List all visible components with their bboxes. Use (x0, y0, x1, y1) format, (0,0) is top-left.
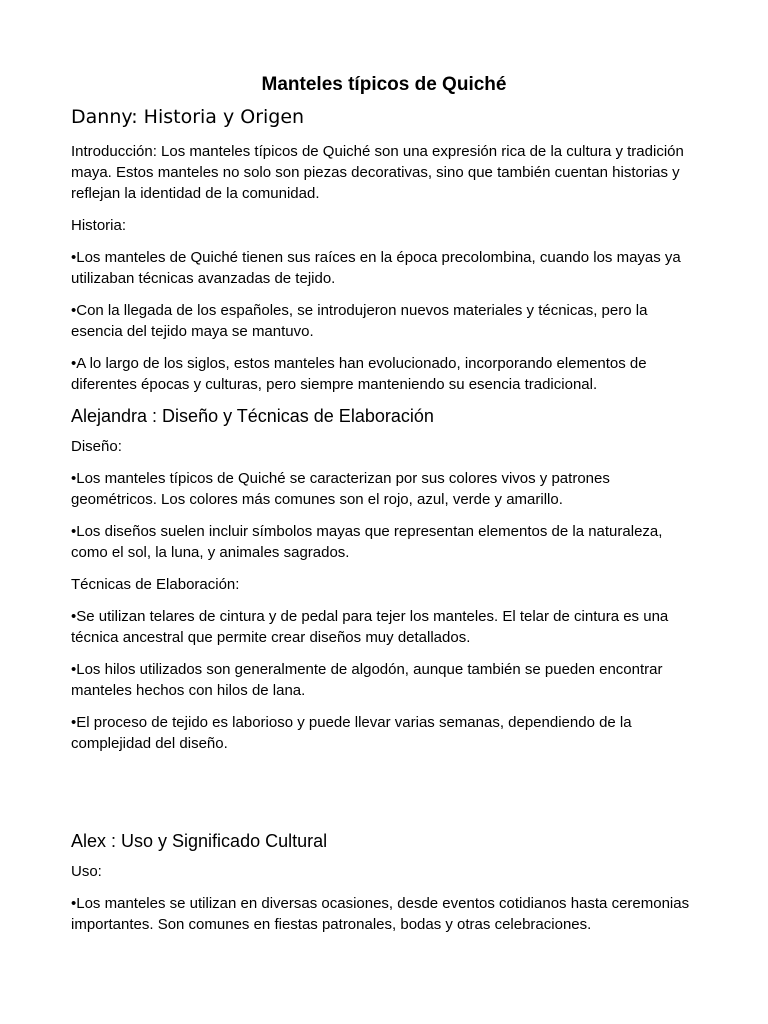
paragraph-introduccion: Introducción: Los manteles típicos de Quiché son una expresión rica de la cultura y tradición maya. Estos manteles no solo son piezas decorativas, sino que también cuentan historias y reflejan la identidad de la comunidad. (71, 143, 684, 202)
paragraph-tecnicas-label: Técnicas de Elaboración: (71, 576, 240, 593)
bullet-paragraph: •El proceso de tejido es laborioso y puede llevar varias semanas, dependiendo de la complejidad del diseño. (71, 714, 632, 752)
section-heading-uso: Alex : Uso y Significado Cultural (71, 831, 328, 851)
bullet-paragraph: •Los hilos utilizados son generalmente de algodón, aunque también se pueden encontrar manteles hechos con hilos de lana. (71, 661, 663, 699)
paragraph-diseno-label: Diseño: (71, 438, 122, 455)
bullet-paragraph: •Con la llegada de los españoles, se introdujeron nuevos materiales y técnicas, pero la esencia del tejido maya se mantuvo. (71, 302, 648, 340)
bullet-paragraph: •Los manteles de Quiché tienen sus raíces en la época precolombina, cuando los mayas ya utilizaban técnicas avanzadas de tejido. (71, 249, 681, 287)
bullet-paragraph: •Los diseños suelen incluir símbolos mayas que representan elementos de la naturaleza, como el sol, la luna, y animales sagrados. (71, 523, 663, 561)
bullet-paragraph: •Los manteles típicos de Quiché se caracterizan por sus colores vivos y patrones geométricos. Los colores más comunes son el rojo, azul, verde y amarillo. (71, 470, 610, 508)
document-title: Manteles típicos de Quiché (261, 74, 507, 95)
paragraph-uso-label: Uso: (71, 863, 102, 880)
document-page (71, 72, 697, 935)
section-heading-diseno: Alejandra : Diseño y Técnicas de Elaboración (71, 406, 434, 426)
bullet-paragraph: •Los manteles se utilizan en diversas ocasiones, desde eventos cotidianos hasta ceremonias importantes. Son comunes en fiestas patronales, bodas y otras celebraciones. (71, 895, 690, 933)
bullet-paragraph: •A lo largo de los siglos, estos manteles han evolucionado, incorporando elementos de diferentes épocas y culturas, pero siempre manteniendo su esencia tradicional. (71, 355, 647, 393)
bullet-paragraph: •Se utilizan telares de cintura y de pedal para tejer los manteles. El telar de cintura es una técnica ancestral que permite crear diseños muy detallados. (71, 608, 669, 646)
paragraph-historia-label: Historia: (71, 217, 127, 234)
section-heading-historia: Danny: Historia y Origen (71, 106, 305, 128)
